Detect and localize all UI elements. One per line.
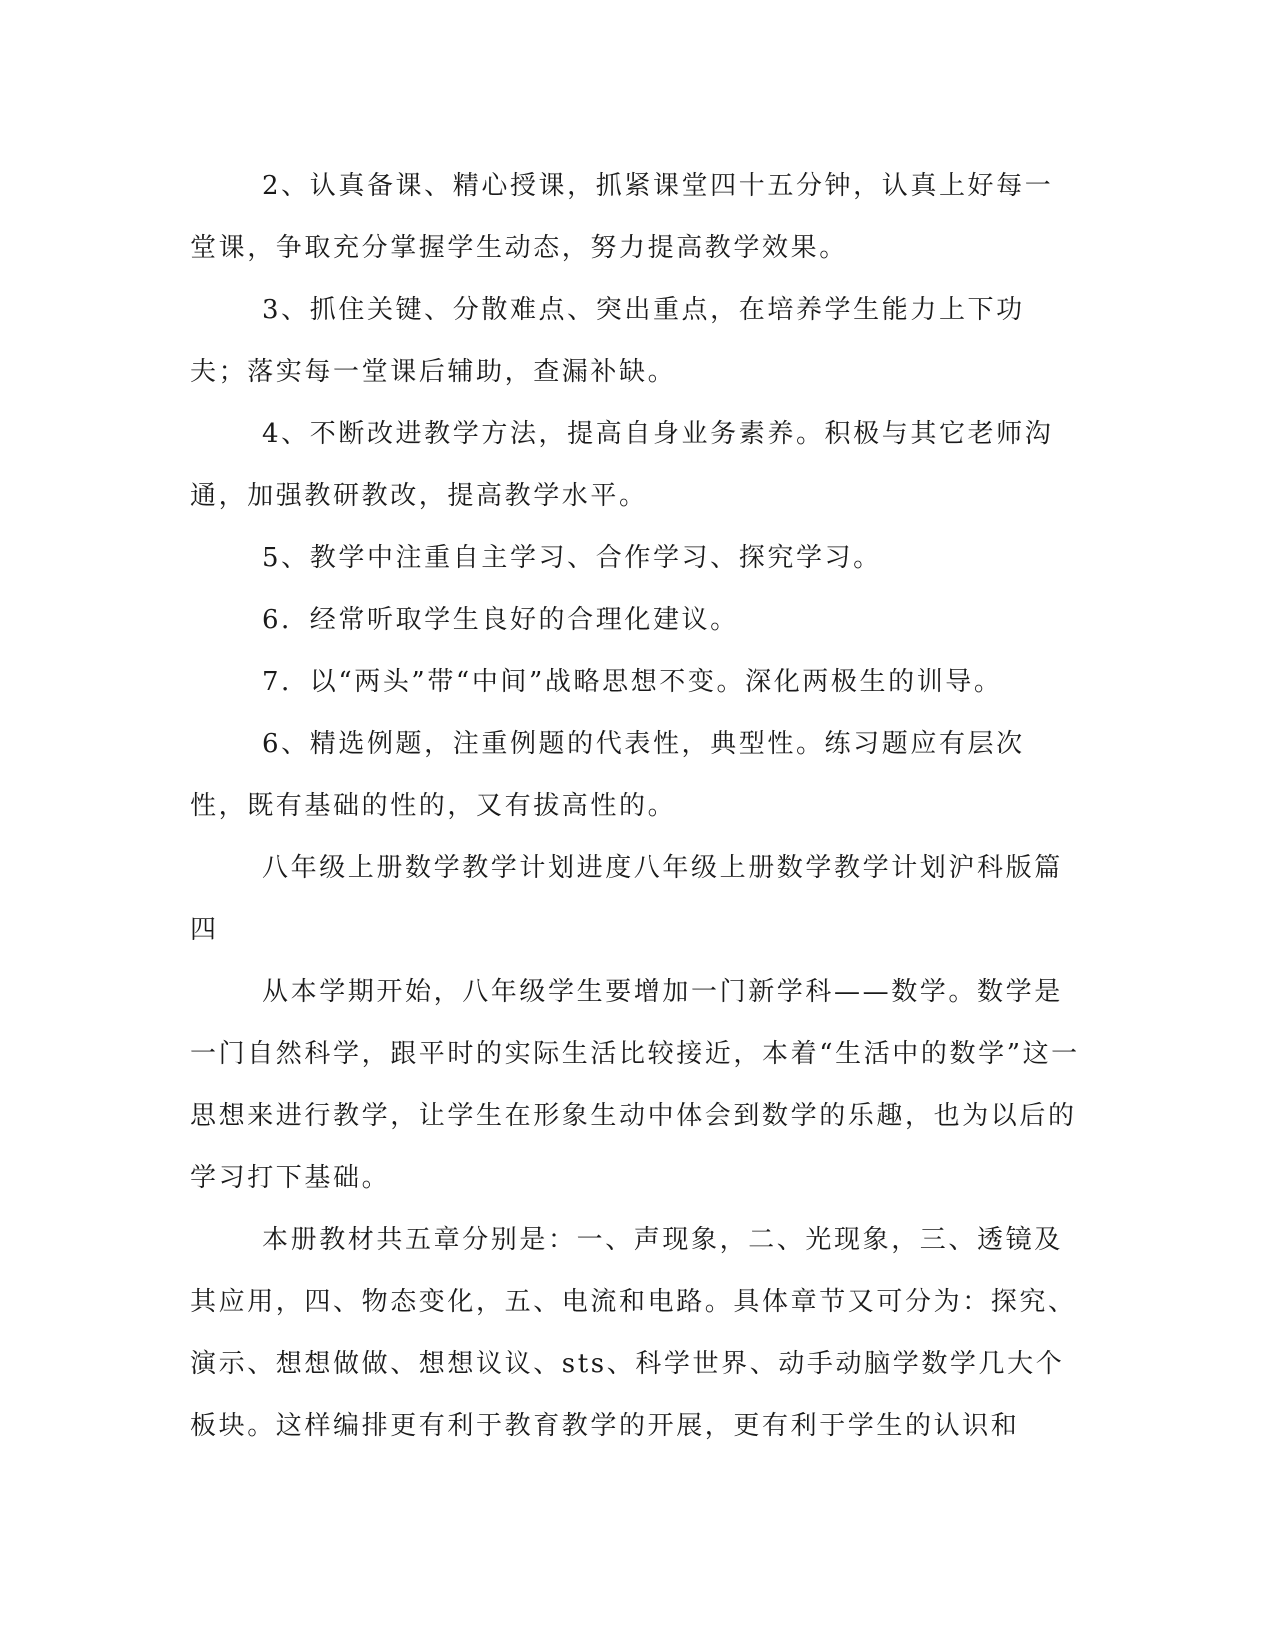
textbook-paragraph: 本册教材共五章分别是：一、声现象，二、光现象，三、透镜及其应用，四、物态变化，五、电流和电路。具体章节又可分为：探究、演示、想想做做、想想议议、sts、科学世界、动手动脑学数学几大个板块。这样编排更有利于教育教学的开展，更有利于学生的认识和: [190, 1225, 1077, 1441]
paragraph-item-6: 6．经常听取学生良好的合理化建议。: [262, 605, 739, 635]
paragraph-item-6-examples: 6、精选例题，注重例题的代表性，典型性。练习题应有层次性，既有基础的性的，又有拔高性的。: [190, 729, 1025, 821]
intro-paragraph: 从本学期开始，八年级学生要增加一门新学科——数学。数学是一门自然科学，跟平时的实际生活比较接近，本着“生活中的数学”这一思想来进行教学，让学生在形象生动中体会到数学的乐趣，也为以后的学习打下基础。: [190, 977, 1080, 1193]
paragraph-item-5: 5、教学中注重自主学习、合作学习、探究学习。: [262, 543, 882, 573]
paragraph-item-7: 7．以“两头”带“中间”战略思想不变。深化两极生的训导。: [262, 667, 1003, 697]
paragraph-item-3: 3、抓住关键、分散难点、突出重点，在培养学生能力上下功夫；落实每一堂课后辅助，查漏补缺。: [190, 295, 1025, 387]
section-heading: 八年级上册数学教学计划进度八年级上册数学教学计划沪科版篇四: [190, 853, 1063, 945]
document-body: [190, 155, 1080, 1457]
paragraph-item-4: 4、不断改进教学方法，提高自身业务素养。积极与其它老师沟通，加强教研教改，提高教学水平。: [190, 419, 1054, 511]
paragraph-item-2: 2、认真备课、精心授课，抓紧课堂四十五分钟，认真上好每一堂课，争取充分掌握学生动态，努力提高教学效果。: [190, 171, 1054, 263]
